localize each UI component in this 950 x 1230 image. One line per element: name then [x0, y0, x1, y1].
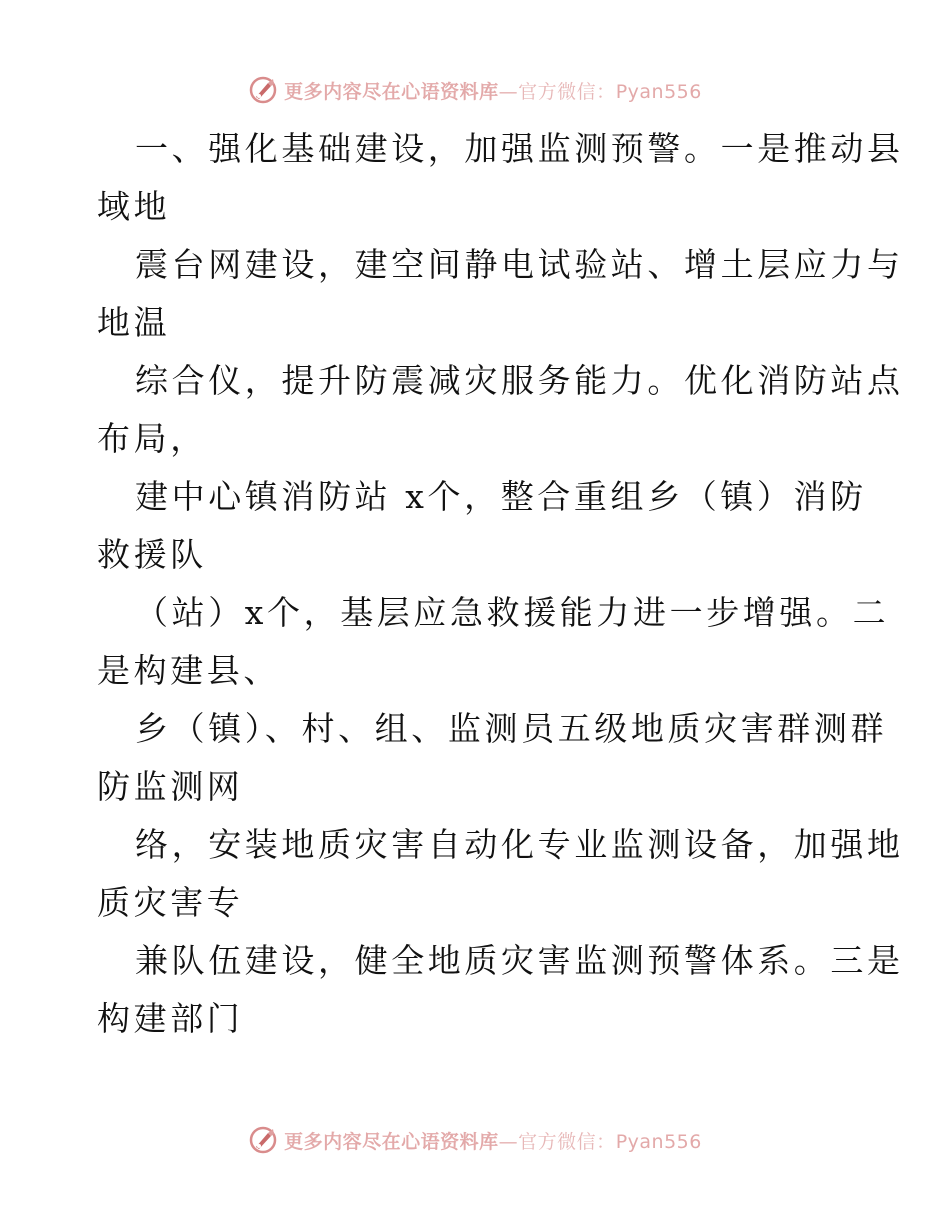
text-line: 救援队 [97, 535, 207, 574]
watermark-wechat-id: Pyan556 [615, 1130, 702, 1153]
watermark-main: 更多内容尽在心语资料库 [284, 1130, 499, 1153]
text-line: 地温 [97, 303, 171, 342]
text-line: 综合仪，提升防震减灾服务能力。优化消防站点 [135, 361, 904, 400]
text-line: 布局， [97, 419, 207, 458]
watermark-separator: — [498, 80, 519, 103]
text-line: 络，安装地质灾害自动化专业监测设备，加强地 [135, 825, 904, 864]
watermark-wechat-label: 官方微信： [518, 1130, 616, 1153]
text-line: 震台网建设，建空间静电试验站、增土层应力与 [135, 245, 904, 284]
watermark-separator: — [498, 1130, 519, 1153]
header-watermark [0, 70, 950, 110]
watermark-text [284, 1127, 702, 1154]
text-line: 兼队伍建设，健全地质灾害监测预警体系。三是 [135, 941, 904, 980]
watermark-text [284, 77, 702, 104]
quill-logo-icon [248, 1125, 278, 1155]
text-line: 域地 [97, 187, 171, 226]
footer-watermark [0, 1120, 950, 1160]
document-body [97, 120, 904, 1048]
text-line: 一、强化基础建设，加强监测预警。一是推动县 [135, 129, 904, 168]
text-line: 建中心镇消防站 x个，整合重组乡（镇）消防 [135, 477, 867, 516]
text-line: 是构建县、 [97, 651, 280, 690]
text-line: 防监测网 [97, 767, 244, 806]
text-line: 构建部门 [97, 999, 244, 1038]
quill-logo-icon [248, 75, 278, 105]
text-line: 乡（镇）、村、组、监测员五级地质灾害群测群 [135, 709, 888, 748]
watermark-main: 更多内容尽在心语资料库 [284, 80, 499, 103]
watermark-wechat-label: 官方微信： [518, 80, 616, 103]
watermark-wechat-id: Pyan556 [615, 80, 702, 103]
text-line: （站）x个，基层应急救援能力进一步增强。二 [135, 593, 890, 632]
text-line: 质灾害专 [97, 883, 244, 922]
